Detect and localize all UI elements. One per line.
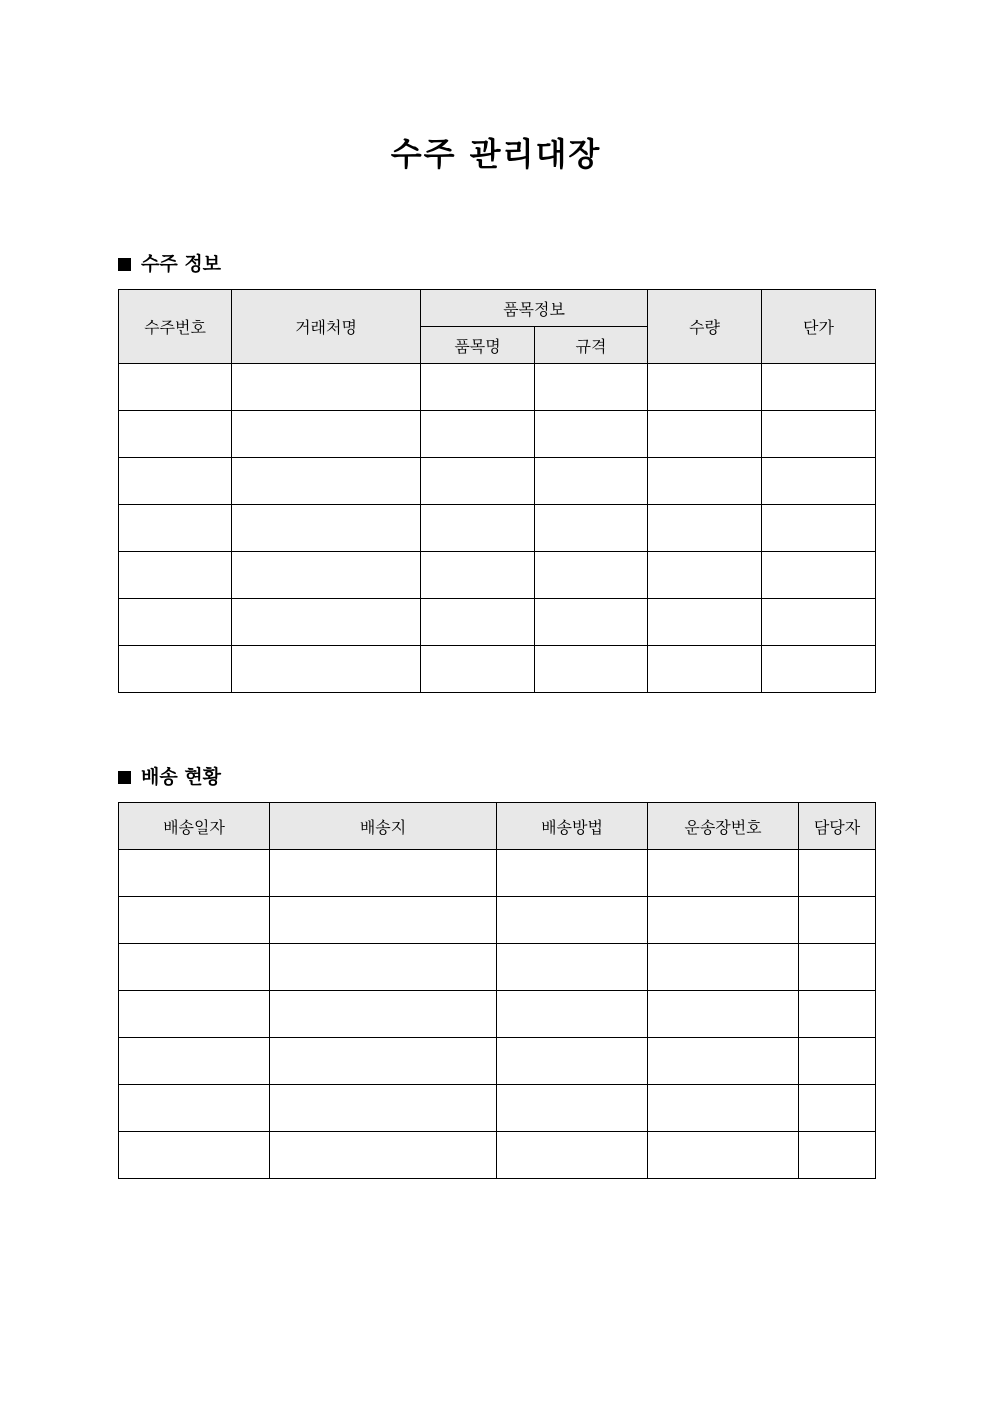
header-delivery-date: 배송일자 bbox=[119, 803, 270, 850]
delivery-status-table bbox=[118, 802, 876, 1179]
table-cell[interactable] bbox=[497, 1038, 648, 1085]
table-cell[interactable] bbox=[119, 1085, 270, 1132]
table-row bbox=[119, 850, 876, 897]
table-cell[interactable] bbox=[535, 552, 648, 599]
table-cell[interactable] bbox=[648, 411, 762, 458]
table-cell[interactable] bbox=[119, 850, 270, 897]
table-cell[interactable] bbox=[799, 991, 876, 1038]
table-row bbox=[119, 458, 876, 505]
table-cell[interactable] bbox=[535, 599, 648, 646]
table-cell[interactable] bbox=[648, 646, 762, 693]
table-cell[interactable] bbox=[648, 458, 762, 505]
delivery-table-body bbox=[119, 850, 876, 1179]
table-cell[interactable] bbox=[497, 850, 648, 897]
table-cell[interactable] bbox=[270, 1132, 497, 1179]
table-cell[interactable] bbox=[232, 552, 421, 599]
header-unit-price: 단가 bbox=[762, 290, 876, 364]
order-section-heading-text: 수주 정보 bbox=[141, 253, 222, 275]
order-table-body bbox=[119, 364, 876, 693]
header-item-info: 품목정보 bbox=[421, 290, 648, 327]
table-cell[interactable] bbox=[535, 458, 648, 505]
table-cell[interactable] bbox=[119, 411, 232, 458]
table-cell[interactable] bbox=[270, 1085, 497, 1132]
table-row bbox=[119, 1038, 876, 1085]
page-title: 수주 관리대장 bbox=[390, 135, 602, 173]
table-row bbox=[119, 897, 876, 944]
table-cell[interactable] bbox=[648, 1038, 799, 1085]
table-cell[interactable] bbox=[119, 991, 270, 1038]
table-cell[interactable] bbox=[648, 897, 799, 944]
table-row bbox=[119, 599, 876, 646]
table-cell[interactable] bbox=[421, 364, 535, 411]
table-row bbox=[119, 646, 876, 693]
table-cell[interactable] bbox=[232, 411, 421, 458]
table-cell[interactable] bbox=[535, 505, 648, 552]
order-info-table bbox=[118, 289, 876, 693]
table-cell[interactable] bbox=[648, 1132, 799, 1179]
header-tracking-no: 운송장번호 bbox=[648, 803, 799, 850]
header-quantity: 수량 bbox=[648, 290, 762, 364]
table-cell[interactable] bbox=[497, 991, 648, 1038]
square-bullet-icon bbox=[118, 771, 131, 784]
table-row bbox=[119, 944, 876, 991]
header-delivery-method: 배송방법 bbox=[497, 803, 648, 850]
table-cell[interactable] bbox=[648, 364, 762, 411]
table-cell[interactable] bbox=[497, 897, 648, 944]
header-client: 거래처명 bbox=[232, 290, 421, 364]
table-cell[interactable] bbox=[799, 850, 876, 897]
delivery-section-heading bbox=[118, 764, 221, 790]
header-item-name: 품목명 bbox=[421, 327, 535, 364]
table-cell[interactable] bbox=[232, 599, 421, 646]
table-cell[interactable] bbox=[232, 364, 421, 411]
table-cell[interactable] bbox=[270, 1038, 497, 1085]
table-cell[interactable] bbox=[119, 552, 232, 599]
table-row bbox=[119, 991, 876, 1038]
table-cell[interactable] bbox=[270, 991, 497, 1038]
order-header-row bbox=[119, 290, 876, 327]
table-cell[interactable] bbox=[119, 1132, 270, 1179]
table-cell[interactable] bbox=[762, 364, 876, 411]
table-row bbox=[119, 364, 876, 411]
table-cell[interactable] bbox=[119, 364, 232, 411]
table-cell[interactable] bbox=[799, 944, 876, 991]
table-cell[interactable] bbox=[119, 1038, 270, 1085]
table-cell[interactable] bbox=[270, 850, 497, 897]
delivery-header-row bbox=[119, 803, 876, 850]
table-row bbox=[119, 505, 876, 552]
table-cell[interactable] bbox=[421, 458, 535, 505]
header-destination: 배송지 bbox=[270, 803, 497, 850]
table-cell[interactable] bbox=[762, 411, 876, 458]
table-cell[interactable] bbox=[648, 599, 762, 646]
table-cell[interactable] bbox=[270, 944, 497, 991]
table-cell[interactable] bbox=[762, 552, 876, 599]
table-cell[interactable] bbox=[648, 505, 762, 552]
table-cell[interactable] bbox=[535, 646, 648, 693]
square-bullet-icon bbox=[118, 258, 131, 271]
table-cell[interactable] bbox=[648, 944, 799, 991]
table-cell[interactable] bbox=[648, 991, 799, 1038]
table-cell[interactable] bbox=[799, 1132, 876, 1179]
table-row bbox=[119, 411, 876, 458]
table-cell[interactable] bbox=[799, 1085, 876, 1132]
table-cell[interactable] bbox=[497, 1132, 648, 1179]
header-manager: 담당자 bbox=[799, 803, 876, 850]
table-cell[interactable] bbox=[762, 458, 876, 505]
table-cell[interactable] bbox=[497, 1085, 648, 1132]
table-row bbox=[119, 1132, 876, 1179]
table-cell[interactable] bbox=[421, 505, 535, 552]
table-cell[interactable] bbox=[421, 646, 535, 693]
table-cell[interactable] bbox=[535, 411, 648, 458]
table-cell[interactable] bbox=[119, 646, 232, 693]
table-cell[interactable] bbox=[535, 364, 648, 411]
table-cell[interactable] bbox=[799, 1038, 876, 1085]
table-cell[interactable] bbox=[232, 505, 421, 552]
table-cell[interactable] bbox=[232, 646, 421, 693]
table-cell[interactable] bbox=[232, 458, 421, 505]
table-cell[interactable] bbox=[270, 897, 497, 944]
table-cell[interactable] bbox=[119, 897, 270, 944]
table-cell[interactable] bbox=[497, 944, 648, 991]
table-row bbox=[119, 1085, 876, 1132]
table-cell[interactable] bbox=[421, 552, 535, 599]
table-cell[interactable] bbox=[648, 850, 799, 897]
table-cell[interactable] bbox=[119, 505, 232, 552]
table-cell[interactable] bbox=[119, 944, 270, 991]
table-cell[interactable] bbox=[421, 599, 535, 646]
delivery-section-heading-text: 배송 현황 bbox=[141, 766, 222, 788]
table-cell[interactable] bbox=[762, 599, 876, 646]
table-cell[interactable] bbox=[648, 1085, 799, 1132]
table-cell[interactable] bbox=[119, 599, 232, 646]
table-cell[interactable] bbox=[799, 897, 876, 944]
table-cell[interactable] bbox=[648, 552, 762, 599]
header-spec: 규격 bbox=[535, 327, 648, 364]
table-row bbox=[119, 552, 876, 599]
order-section-heading bbox=[118, 251, 221, 277]
header-order-no: 수주번호 bbox=[119, 290, 232, 364]
table-cell[interactable] bbox=[421, 411, 535, 458]
table-cell[interactable] bbox=[119, 458, 232, 505]
table-cell[interactable] bbox=[762, 505, 876, 552]
table-cell[interactable] bbox=[762, 646, 876, 693]
